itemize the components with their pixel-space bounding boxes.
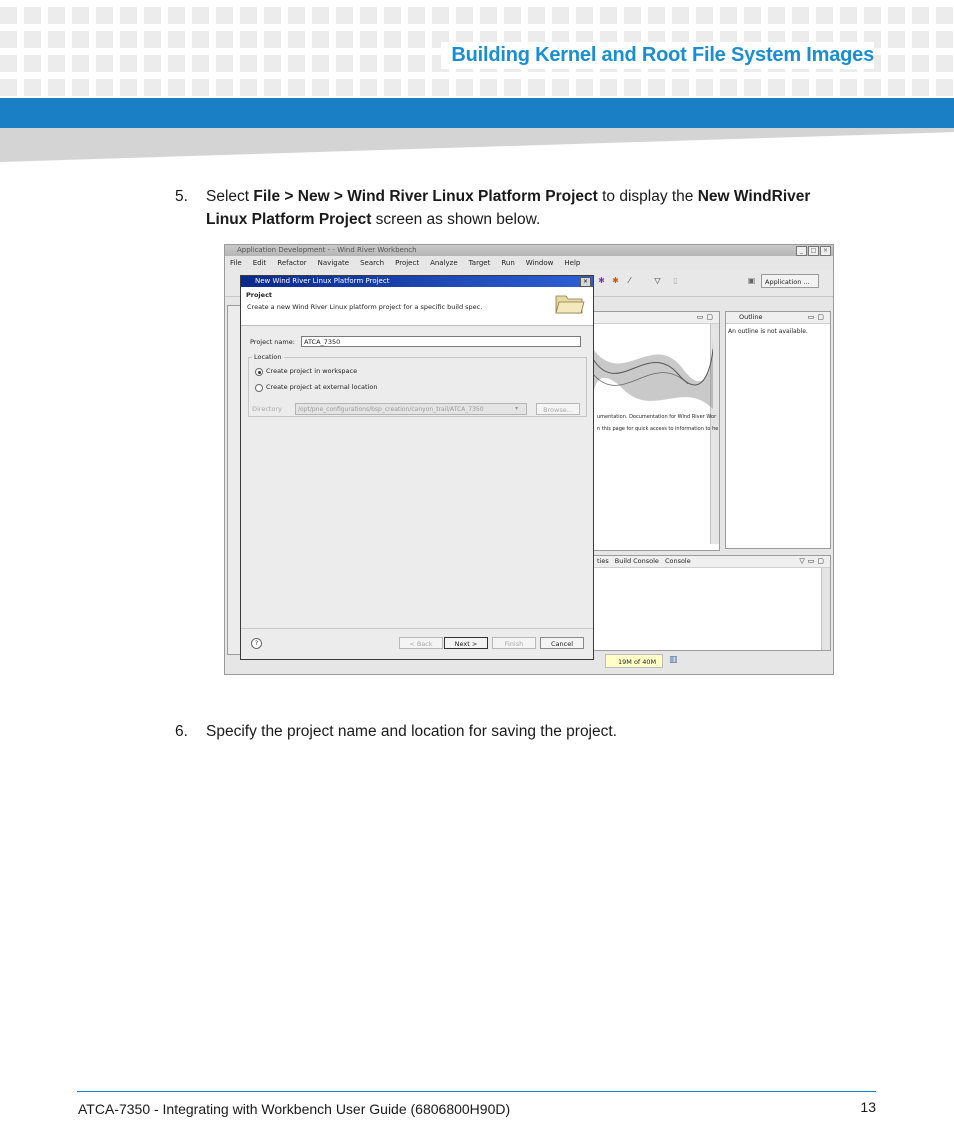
dialog-title: New Wind River Linux Platform Project xyxy=(241,276,593,287)
perspective-button[interactable]: Application ... xyxy=(761,274,819,288)
new-project-dialog xyxy=(240,275,594,660)
toolbar-debug-icon[interactable]: ✱ xyxy=(598,276,605,285)
menu-target[interactable]: Target xyxy=(468,259,491,267)
page-header-title: Building Kernel and Root File System Images xyxy=(441,42,874,69)
page-number: 13 xyxy=(860,1099,876,1115)
welcome-text-2: n this page for quick access to information to he xyxy=(597,426,719,432)
welcome-wave-graphic xyxy=(593,329,713,417)
directory-label: Directory xyxy=(252,405,282,413)
menu-file[interactable]: File xyxy=(230,259,242,267)
minimize-icon[interactable]: _ xyxy=(796,246,807,256)
header-blue-bar xyxy=(0,98,954,128)
project-name-input[interactable]: ATCA_7350 xyxy=(301,336,581,347)
screen-name-part2: Linux Platform Project xyxy=(206,211,372,228)
outline-tab[interactable]: Outline xyxy=(739,313,763,321)
step-text: screen as shown below. xyxy=(371,211,541,228)
radio-external[interactable] xyxy=(255,384,263,392)
step-text: Specify the project name and location for saving the project. xyxy=(206,723,617,740)
pane-controls-icon[interactable]: ▭▢ xyxy=(807,313,827,321)
step-number: 5. xyxy=(175,188,188,205)
toolbar-run-icon[interactable]: ✱ xyxy=(612,276,619,285)
menu-path: File > New > Wind River Linux Platform Project xyxy=(253,188,598,205)
console-tabs xyxy=(594,556,830,568)
step-6 xyxy=(175,720,875,744)
step-text: to display the xyxy=(597,188,698,205)
maximize-icon[interactable]: □ xyxy=(808,246,819,256)
header-grey-wedge xyxy=(0,128,954,162)
radio-workspace-label: Create project in workspace xyxy=(266,367,358,375)
chevron-down-icon[interactable]: ▾ xyxy=(515,405,519,412)
folder-icon xyxy=(555,291,585,315)
footer-rule xyxy=(77,1091,876,1092)
console-scrollbar[interactable] xyxy=(821,568,830,650)
close-icon[interactable]: × xyxy=(820,246,831,256)
back-button[interactable]: < Back xyxy=(399,637,443,649)
cancel-button[interactable]: Cancel xyxy=(540,637,584,649)
location-label: Location xyxy=(254,353,282,361)
workbench-screenshot xyxy=(224,244,834,675)
toolbar-tool-icon[interactable]: ⁄ xyxy=(628,276,631,285)
menu-search[interactable]: Search xyxy=(360,259,385,267)
left-strip xyxy=(227,305,241,655)
toolbar-nav-icon[interactable]: ▯ xyxy=(673,276,678,285)
menu-refactor[interactable]: Refactor xyxy=(277,259,307,267)
dialog-close-icon[interactable]: × xyxy=(580,277,591,287)
menu-analyze[interactable]: Analyze xyxy=(430,259,458,267)
dialog-description: Create a new Wind River Linux platform project for a specific build spec. xyxy=(247,303,483,311)
step-5 xyxy=(175,185,875,233)
garbage-collect-icon[interactable]: ▥ xyxy=(669,655,678,665)
editor-pane-header xyxy=(594,312,719,324)
outline-pane-header xyxy=(726,312,830,324)
menu-project[interactable]: Project xyxy=(395,259,420,267)
step-text-line1 xyxy=(206,185,810,208)
dialog-banner xyxy=(241,287,593,326)
step-text-line2 xyxy=(206,208,540,231)
toolbar-filter-icon[interactable]: ▽ xyxy=(654,276,661,285)
open-perspective-icon[interactable]: ▣ xyxy=(747,276,756,285)
menu-window[interactable]: Window xyxy=(525,259,554,267)
menu-navigate[interactable]: Navigate xyxy=(317,259,350,267)
finish-button[interactable]: Finish xyxy=(492,637,536,649)
window-title: Application Development - - Wind River Workbench xyxy=(237,246,417,254)
window-titlebar xyxy=(225,245,833,256)
pane-controls-icon[interactable]: ▭▢ xyxy=(696,313,716,321)
welcome-text-1: umentation. Documentation for Wind River Wor xyxy=(597,414,717,420)
radio-workspace[interactable] xyxy=(255,368,263,376)
pane-controls-icon[interactable]: ▽▭▢ xyxy=(799,557,827,565)
tab-console[interactable]: Console xyxy=(664,557,691,565)
tab-properties[interactable]: ties xyxy=(597,557,609,565)
browse-button[interactable]: Browse... xyxy=(536,403,580,415)
menu-edit[interactable]: Edit xyxy=(252,259,267,267)
menu-help[interactable]: Help xyxy=(564,259,581,267)
location-group xyxy=(248,353,587,417)
dialog-heading: Project xyxy=(246,291,273,299)
next-button[interactable]: Next > xyxy=(444,637,488,649)
help-icon[interactable]: ? xyxy=(251,638,262,649)
screen-name-part1: New WindRiver xyxy=(697,188,811,205)
directory-input[interactable]: /opt/pne_configurations/bsp_creation/canyon_trail/ATCA_7350 xyxy=(295,403,527,415)
outline-message: An outline is not available. xyxy=(728,328,808,335)
project-name-label: Project name: xyxy=(250,338,295,346)
menu-run[interactable]: Run xyxy=(501,259,515,267)
footer-doc-title: ATCA-7350 - Integrating with Workbench User Guide (6806800H90D) xyxy=(78,1101,511,1117)
dialog-separator xyxy=(241,628,593,629)
outline-pane xyxy=(725,311,831,549)
console-pane xyxy=(593,555,831,651)
menu-bar xyxy=(225,257,834,269)
tab-build-console[interactable]: Build Console xyxy=(614,557,659,565)
radio-external-label: Create project at external location xyxy=(266,383,378,391)
step-number: 6. xyxy=(175,723,188,740)
step-text: Select xyxy=(206,188,254,205)
memory-indicator: 19M of 40M xyxy=(605,654,663,668)
